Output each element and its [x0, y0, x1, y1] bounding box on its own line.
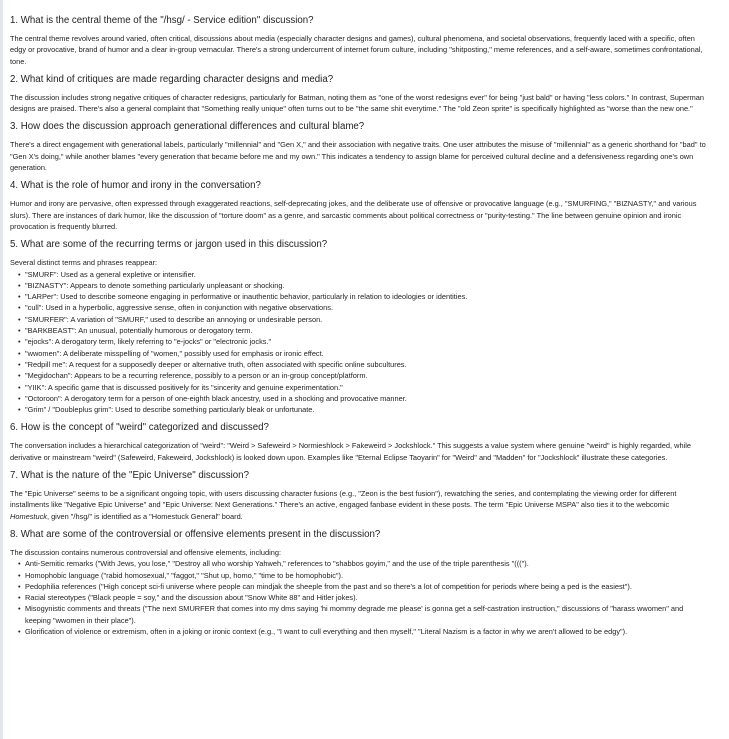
list-item: • Racial stereotypes ("Black people = soy," and the discussion about "Snow White 88" and Hitler jokes).	[25, 592, 710, 603]
question-3-heading: 3. How does the discussion approach generational differences and cultural blame?	[10, 121, 365, 133]
list-item: • "ejocks": A derogatory term, likely referring to "e-jocks" or "electronic jocks."	[25, 336, 710, 347]
list-item: • "SMURFER": A variation of "SMURF," used to describe an annoying or undesirable person.	[25, 314, 710, 325]
question-5-heading: 5. What are some of the recurring terms or jargon used in this discussion?	[10, 239, 328, 251]
faq-content	[10, 15, 710, 644]
list-item: • "Megidochan": Appears to be a recurring reference, possibly to a person or an in-group concept/platform.	[25, 370, 710, 381]
answer-7-text	[10, 488, 710, 522]
list-item: • Anti-Semitic remarks ("With Jews, you lose," "Destroy all who worship Yahweh," references to "shabbos goyim," and the use of the triple parenthesis "(((").	[25, 558, 710, 569]
list-item: • Pedophilia references ("High concept sci-fi universe where people can mindjak the sheeple from the past and so there's a lot of competition for periods where being a ped is the easiest").	[25, 581, 710, 592]
answer-4-text: Humor and irony are pervasive, often expressed through exaggerated reactions, self-deprecating jokes, and the deliberate use of offensive or provocative language (e.g., "SMURFING," "BIZNASTY," and various slurs). There are instances of dark humor, like the discussion of "torture doom" as a genre, and sarcastic comments about political correctness or "purity-testing." The line between genuine opinion and ironic provocation is frequently blurred.	[10, 199, 697, 231]
list-item: • "LARPer": Used to describe someone engaging in performative or inauthentic behavior, particularly in relation to ideologies or identities.	[25, 291, 710, 302]
list-item: • "Redpill me": A request for a supposedly deeper or alternative truth, often associated with specific online subcultures.	[25, 359, 710, 370]
question-8-heading: 8. What are some of the controversial or offensive elements present in the discussion?	[10, 528, 381, 540]
answer-1-text: The central theme revolves around varied, often critical, discussions about media (especially character designs and games), cultural phenomena, and societal observations, frequently laced with a specific, often edgy or provocative, brand of humor and a clear in-group vernacular. There's a strong undercurrent of internet forum culture, including "shitposting," meme references, and a self-aware, sometimes confrontational, tone.	[10, 34, 703, 66]
list-item: • "SMURF": Used as a general expletive or intensifier.	[25, 269, 710, 280]
answer-3-text: There's a direct engagement with generational labels, particularly "millennial" and "Gen X," and their association with negative traits. One user attributes the misuse of "millennial" as a generic shorthand for "bad" to "Gen X's doing," while another blames "every generation that became before me and my own." This indicates a tendency to assign blame for perceived cultural decline and a defensiveness regarding one's own generation.	[10, 140, 706, 173]
list-item: • "YIIK": A specific game that is discussed positively for its "sincerity and genuine experimentation."	[25, 382, 710, 393]
answer-5-intro: Several distinct terms and phrases reappear:	[10, 258, 158, 268]
question-1-heading: 1. What is the central theme of the "/hsg/ - Service edition" discussion?	[10, 15, 314, 26]
jargon-list	[10, 269, 710, 416]
list-item: • Misogynistic comments and threats ("The next SMURFER that comes into my dms saying 'hi mommy degrade me please' is gonna get a self-castration instruction," discussions of "harass wwomen" and keeping "wwomen in their place").	[25, 603, 710, 626]
list-item: • "Octoroon": A derogatory term for a person of one-eighth black ancestry, used in a shocking and provocative manner.	[25, 393, 710, 404]
answer-8-intro: The discussion contains numerous controversial and offensive elements, including:	[10, 547, 282, 557]
answer-7-part-1: The "Epic Universe" seems to be a significant ongoing topic, with users discussing character fusions (e.g., "Zeon is the best fusion"), rewatching the series, and contemplating the viewing order for different installments like "Negative Epic Universe" and "Epic Universe: Next Generations." There's an active, engaged fanbase evident in these posts. The term "Epic Universe MSPA" also ties it to the webcomic	[10, 489, 677, 510]
controversial-elements-list	[10, 558, 710, 637]
list-item: • "Grim" / "Doubleplus grim": Used to describe something particularly bleak or unfortunate.	[25, 404, 710, 415]
question-6-heading: 6. How is the concept of "weird" categorized and discussed?	[10, 422, 269, 434]
list-item: • "cull": Used in a hyperbolic, aggressive sense, often in conjunction with negative observations.	[25, 302, 710, 313]
answer-7-part-2: , given "/hsg/" is identified as a "Homestuck General" board.	[46, 511, 243, 521]
left-scroll-rail	[0, 0, 3, 739]
answer-2-text: The discussion includes strong negative critiques of character redesigns, particularly for Batman, noting them as "one of the worst redesigns ever" for being "just bald" or having "less colors." In contrast, Superman designs are praised. There's also a general complaint that "Something really unique" often turns out to be "the same shit everytime." The "old Zeon sprite" is specifically highlighted as "worse than the new one."	[10, 92, 704, 114]
list-item: • "BARKBEAST": An unusual, potentially humorous or derogatory term.	[25, 325, 710, 336]
list-item: • "BIZNASTY": Appears to denote something particularly unpleasant or shocking.	[25, 280, 710, 291]
answer-6-text: The conversation includes a hierarchical categorization of "weird": "Weird > Safeweird > Normieshlock > Fakeweird > Jockshlock." This suggests a value system where genuine "weird" is highly regarded, while derivative or mainstream "weird" (Safeweird, Fakeweird, Jockshlock) is looked down upon. Examples like "Eternal Eclipse Taoyarin" for "Weird" and "Madden" for "Jockshlock" illustrate these categories.	[10, 441, 691, 462]
answer-7-webcomic-title: Homestuck	[10, 511, 47, 521]
question-2-heading: 2. What kind of critiques are made regarding character designs and media?	[10, 73, 334, 85]
question-7-heading: 7. What is the nature of the "Epic Universe" discussion?	[10, 470, 249, 482]
list-item: • Glorification of violence or extremism, often in a joking or ironic context (e.g., "I want to cull everything and then myself," "Literal Nazism is a factor in why we aren't allowed to be edgy").	[25, 626, 710, 637]
question-4-heading: 4. What is the role of humor and irony in the conversation?	[10, 180, 261, 192]
list-item: • "wwomen": A deliberate misspelling of "women," possibly used for emphasis or ironic effect.	[25, 348, 710, 359]
list-item: • Homophobic language ("rabid homosexual," "faggot," "Shut up, homo," "time to be homophobic").	[25, 570, 710, 581]
